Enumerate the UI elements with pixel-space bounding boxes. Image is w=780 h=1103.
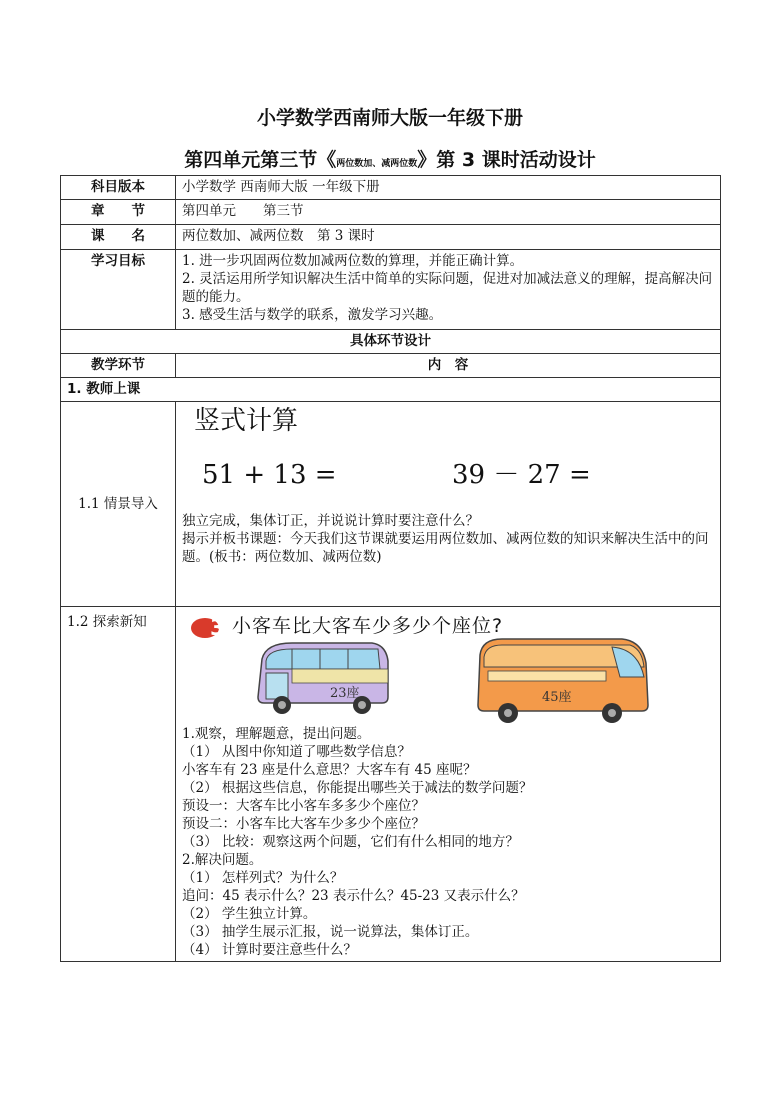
big-bus-seats: 45座 [542, 690, 572, 705]
goals-cell [176, 250, 721, 330]
s12-content [176, 607, 721, 962]
lesson-title-part-a: 第四单元第三节《 [184, 149, 337, 171]
s12-line-12: （3） 抽学生展示汇报，说一说算法，集体订正。 [182, 924, 479, 940]
svg-text:3: 3 [210, 616, 226, 639]
stage-label: 教学环节 [61, 354, 176, 378]
lesson-plan-table [60, 175, 721, 962]
big-bus-icon [472, 633, 652, 723]
s12-line-7: （3） 比较：观察这两个问题，它们有什么相同的地方？ [182, 834, 519, 850]
document-title: 小学数学西南师大版一年级下册 [256, 107, 523, 129]
expression-2: 39 － 27 = [452, 460, 591, 490]
s11-content [176, 402, 721, 607]
lesson-label: 课 名 [61, 225, 176, 250]
s11-para-1: 独立完成，集体订正，并说说计算时要注意什么？ [182, 513, 479, 529]
edition-label: 科目版本 [61, 176, 176, 200]
s12-line-3: 小客车有 23 座是什么意思？大客车有 45 座呢？ [182, 762, 477, 778]
s12-label: 1.2 探索新知 [61, 607, 176, 962]
s11-para-2: 揭示并板书课题：今天我们这节课就要运用两位数加、减两位数的知识来解决生活中的问题。(板书：两位数加、减两位数) [182, 531, 709, 565]
s12-line-2: （1） 从图中你知道了哪些数学信息？ [182, 744, 411, 760]
lesson-title [0, 145, 780, 172]
small-bus-icon [252, 639, 392, 719]
design-header: 具体环节设计 [61, 330, 721, 354]
lesson-title-small: 两位数加、减两位数 [336, 159, 418, 169]
buses-illustration [182, 639, 714, 725]
s12-line-11: （2） 学生独立计算。 [182, 906, 317, 922]
s12-line-9: （1） 怎样列式？为什么？ [182, 870, 344, 886]
s12-line-1: 1.观察，理解题意，提出问题。 [182, 726, 371, 742]
calc-title: 竖式计算 [194, 406, 299, 436]
lesson-title-part-b: 》第 3 课时活动设计 [417, 149, 596, 171]
goal-label: 学习目标 [61, 250, 176, 330]
s12-line-10: 追问：45 表示什么？23 表示什么？45-23 又表示什么？ [182, 888, 525, 904]
content-label: 内 容 [176, 354, 721, 378]
goal-1: 1. 进一步巩固两位数加减两位数的算理，并能正确计算。 [182, 253, 524, 269]
goal-2: 2. 灵活运用所学知识解决生活中简单的实际问题，促进对加减法意义的理解，提高解决问题的能力。 [182, 271, 713, 305]
s12-line-8: 2.解决问题。 [182, 852, 263, 868]
lesson-value: 两位数加、减两位数 第 3 课时 [176, 225, 721, 250]
s11-label: 1.1 情景导入 [61, 402, 176, 607]
chapter-label: 章 节 [61, 200, 176, 225]
s12-line-5: 预设一：大客车比小客车多多少个座位？ [182, 798, 425, 814]
small-bus-seats: 23座 [330, 686, 360, 701]
question-text: 小客车比大客车少多少个座位? [232, 615, 504, 637]
s12-line-6: 预设二：小客车比大客车少多少个座位？ [182, 816, 425, 832]
s12-line-4: （2） 根据这些信息，你能提出哪些关于减法的数学问题？ [182, 780, 533, 796]
s12-line-13: （4） 计算时要注意些什么？ [182, 942, 357, 958]
goal-3: 3. 感受生活与数学的联系，激发学习兴趣。 [182, 307, 443, 323]
number-3-badge-icon [188, 613, 226, 639]
calc-expressions [182, 452, 714, 512]
expression-1: 51 + 13 = [202, 460, 337, 490]
section-1-heading: 1. 教师上课 [61, 378, 721, 402]
chapter-value: 第四单元 第三节 [176, 200, 721, 225]
edition-value: 小学数学 西南师大版 一年级下册 [176, 176, 721, 200]
